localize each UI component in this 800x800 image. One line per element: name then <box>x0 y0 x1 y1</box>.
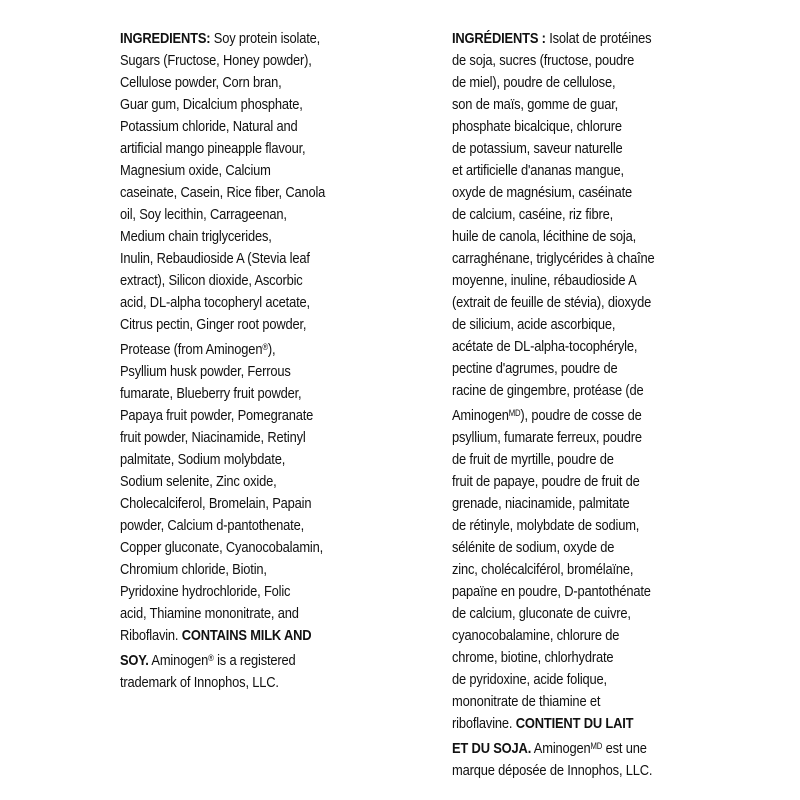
fr-text: Aminogen <box>452 407 509 424</box>
fr-line-contains <box>452 713 682 735</box>
fr-line: zinc, cholécalciférol, bromélaïne, <box>452 561 634 578</box>
english-ingredients-column <box>120 28 350 694</box>
fr-line: mononitrate de thiamine et <box>452 693 601 710</box>
md-mark: MD <box>590 741 603 751</box>
fr-line-aminogen <box>452 402 682 427</box>
fr-line: chrome, biotine, chlorhydrate <box>452 649 614 666</box>
en-text: Riboflavin. <box>120 627 179 644</box>
fr-line: pectine d'agrumes, poudre de <box>452 360 618 377</box>
en-line: Sodium selenite, Zinc oxide, <box>120 473 277 490</box>
fr-line: grenade, niacinamide, palmitate <box>452 495 630 512</box>
en-line-trademark <box>120 647 350 672</box>
en-line: extract), Silicon dioxide, Ascorbic <box>120 272 303 289</box>
en-line: Papaya fruit powder, Pomegranate <box>120 407 314 424</box>
fr-line: de soja, sucres (fructose, poudre <box>452 52 635 69</box>
french-ingredients-column <box>452 28 682 782</box>
fr-line: son de maïs, gomme de guar, <box>452 96 619 113</box>
fr-line: acétate de DL-alpha-tocophéryle, <box>452 338 638 355</box>
en-line: Sugars (Fructose, Honey powder), <box>120 52 312 69</box>
fr-line: de rétinyle, molybdate de sodium, <box>452 517 640 534</box>
en-line: Copper gluconate, Cyanocobalamin, <box>120 539 324 556</box>
en-text: Aminogen <box>151 652 209 669</box>
fr-line: racine de gingembre, protéase (de <box>452 382 644 399</box>
en-line: Medium chain triglycerides, <box>120 228 272 245</box>
en-line: trademark of Innophos, LLC. <box>120 674 279 691</box>
en-line: artificial mango pineapple flavour, <box>120 140 306 157</box>
en-line: Citrus pectin, Ginger root powder, <box>120 316 307 333</box>
en-line: Cholecalciferol, Bromelain, Papain <box>120 495 312 512</box>
en-line: Guar gum, Dicalcium phosphate, <box>120 96 303 113</box>
en-allergen-statement: CONTAINS MILK AND <box>181 627 312 644</box>
fr-ingredients-heading: INGRÉDIENTS : <box>452 30 546 47</box>
fr-line: et artificielle d'ananas mangue, <box>452 162 624 179</box>
en-text: Soy protein isolate, <box>213 30 321 47</box>
en-text: Protease (from Aminogen <box>120 341 263 358</box>
en-line: acid, DL-alpha tocopheryl acetate, <box>120 294 310 311</box>
registered-mark: ® <box>262 342 268 352</box>
fr-line: de pyridoxine, acide folique, <box>452 671 607 688</box>
en-text: ), <box>267 341 276 358</box>
fr-allergen-statement: ET DU SOJA. <box>452 740 532 757</box>
fr-line: (extrait de feuille de stévia), dioxyde <box>452 294 652 311</box>
fr-text: est une <box>605 740 647 757</box>
en-ingredients-heading: INGREDIENTS: <box>120 30 211 47</box>
en-line-contains <box>120 625 350 647</box>
fr-line: oxyde de magnésium, caséinate <box>452 184 633 201</box>
fr-line: carraghénane, triglycérides à chaîne <box>452 250 655 267</box>
en-line: fruit powder, Niacinamide, Retinyl <box>120 429 306 446</box>
fr-line: marque déposée de Innophos, LLC. <box>452 762 653 779</box>
fr-text: ), poudre de cosse de <box>520 407 642 424</box>
en-line: Magnesium oxide, Calcium <box>120 162 271 179</box>
fr-allergen-statement: CONTIENT DU LAIT <box>515 715 634 732</box>
fr-line: de silicium, acide ascorbique, <box>452 316 616 333</box>
en-line: oil, Soy lecithin, Carrageenan, <box>120 206 287 223</box>
fr-line: de fruit de myrtille, poudre de <box>452 451 614 468</box>
fr-text: riboflavine. <box>452 715 513 732</box>
en-line-protease <box>120 336 350 361</box>
en-line: Pyridoxine hydrochloride, Folic <box>120 583 291 600</box>
fr-line: sélénite de sodium, oxyde de <box>452 539 615 556</box>
en-line: Chromium chloride, Biotin, <box>120 561 267 578</box>
fr-line: cyanocobalamine, chlorure de <box>452 627 620 644</box>
fr-line: psyllium, fumarate ferreux, poudre <box>452 429 642 446</box>
fr-line-heading <box>452 28 682 50</box>
en-line: powder, Calcium d-pantothenate, <box>120 517 304 534</box>
fr-line: huile de canola, lécithine de soja, <box>452 228 637 245</box>
fr-line: moyenne, inuline, rébaudioside A <box>452 272 637 289</box>
fr-line: phosphate bicalcique, chlorure <box>452 118 622 135</box>
en-line: palmitate, Sodium molybdate, <box>120 451 286 468</box>
en-line: Psyllium husk powder, Ferrous <box>120 363 291 380</box>
en-line: Cellulose powder, Corn bran, <box>120 74 282 91</box>
fr-line: de calcium, caséine, riz fibre, <box>452 206 614 223</box>
fr-line: fruit de papaye, poudre de fruit de <box>452 473 640 490</box>
fr-text: Aminogen <box>533 740 591 757</box>
fr-line: papaïne en poudre, D-pantothénate <box>452 583 651 600</box>
fr-line: de calcium, gluconate de cuivre, <box>452 605 631 622</box>
registered-mark: ® <box>208 653 214 663</box>
en-line-heading <box>120 28 350 50</box>
en-line: fumarate, Blueberry fruit powder, <box>120 385 302 402</box>
en-line: Inulin, Rebaudioside A (Stevia leaf <box>120 250 310 267</box>
en-allergen-statement: SOY. <box>120 652 149 669</box>
fr-line: de potassium, saveur naturelle <box>452 140 623 157</box>
fr-text: Isolat de protéines <box>549 30 652 47</box>
fr-line: de miel), poudre de cellulose, <box>452 74 616 91</box>
en-text: is a registered <box>217 652 296 669</box>
en-line: acid, Thiamine mononitrate, and <box>120 605 299 622</box>
fr-line-trademark <box>452 735 682 760</box>
en-line: caseinate, Casein, Rice fiber, Canola <box>120 184 326 201</box>
en-line: Potassium chloride, Natural and <box>120 118 298 135</box>
md-mark: MD <box>508 408 521 418</box>
